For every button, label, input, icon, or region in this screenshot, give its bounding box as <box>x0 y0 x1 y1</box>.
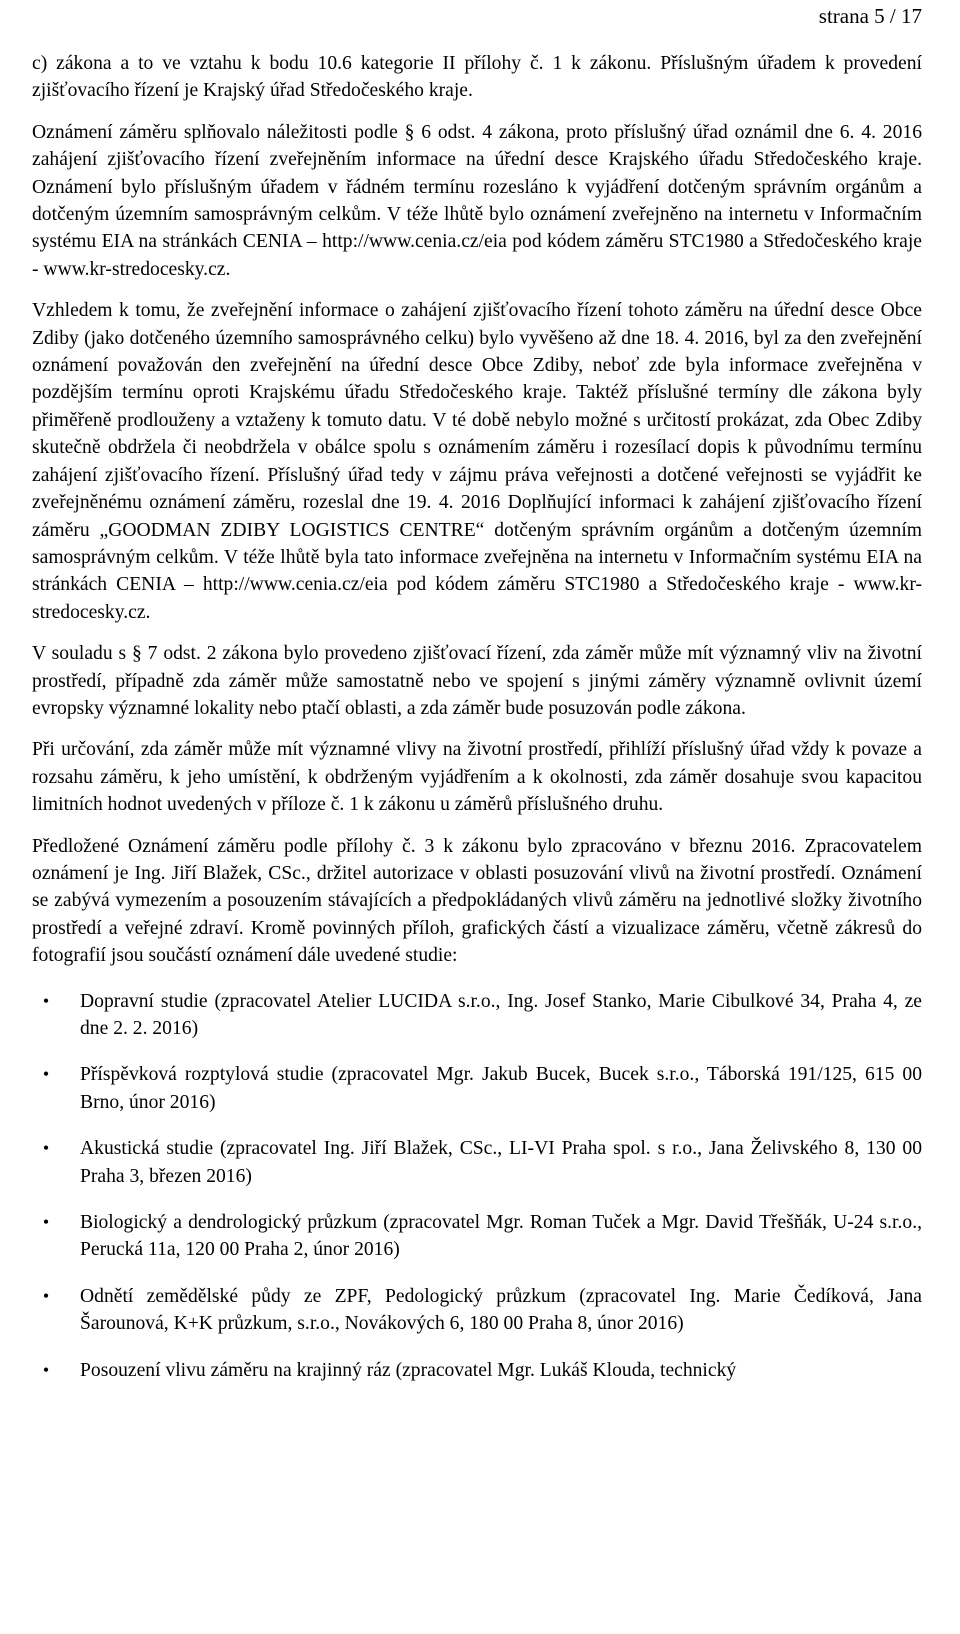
paragraph-1: c) zákona a to ve vztahu k bodu 10.6 kategorie II přílohy č. 1 k zákonu. Příslušným úřadem k provedení zjišťovacího řízení je Krajský úřad Středočeského kraje. <box>32 53 922 102</box>
list-item <box>32 1357 922 1384</box>
paragraph-5: Při určování, zda záměr může mít významné vlivy na životní prostředí, přihlíží příslušný úřad vždy k povaze a rozsahu záměru, k jeho umístění, k obdrženým vyjádřením a k okolnosti, zda záměr dosahuje svou kapacitou limitních hodnot uvedených v příloze č. 1 k zákonu u záměrů příslušného druhu. <box>32 739 922 816</box>
list-item-text: Odnětí zemědělské půdy ze ZPF, Pedologický průzkum (zpracovatel Ing. Marie Čedíková, Jana Šarounová, K+K průzkum, s.r.o., Novákových 6, 180 00 Praha 8, únor 2016) <box>80 1285 922 1335</box>
studies-list <box>32 988 922 1384</box>
bullet-icon: • <box>42 990 50 1011</box>
paragraph-3: Vzhledem k tomu, že zveřejnění informace o zahájení zjišťovacího řízení tohoto záměru na úřední desce Obce Zdiby (jako dotčeného územního samosprávného celku) bylo vyvěšeno až dne 18. 4. 2016, byl za den zveřejnění oznámení považován den zveřejnění na úřední desce Obce Zdiby, neboť zde byla informace zveřejněna v pozdějším termínu oproti Krajskému úřadu Středočeského kraje. Taktéž příslušné termíny dle zákona byly přiměřeně prodlouženy a vztaženy k tomuto datu. V té době nebylo možné s určitostí prokázat, zda Obec Zdiby skutečně obdržela či neobdržela v obálce spolu s oznámením záměru i rozesílací dopis k původnímu termínu zahájení zjišťovacího řízení. Příslušný úřad tedy v zájmu práva veřejnosti a dotčené veřejnosti se vyjádřit ke zveřejněnému oznámení záměru, rozeslal dne 19. 4. 2016 Doplňující informaci k zahájení zjišťovacího řízení záměru „GOODMAN ZDIBY LOGISTICS CENTRE“ dotčeným správním orgánům a dotčeným územním samosprávným celkům. V téže lhůtě byla tato informace zveřejněna na internetu v Informačním systému EIA na stránkách CENIA – http://www.cenia.cz/eia pod kódem záměru STC1980 a Středočeského kraje - www.kr-stredocesky.cz. <box>32 300 922 623</box>
bullet-icon: • <box>42 1212 50 1233</box>
list-item <box>32 1135 922 1190</box>
list-item <box>32 988 922 1043</box>
bullet-icon: • <box>42 1359 50 1380</box>
list-item <box>32 1209 922 1264</box>
page-number: strana 5 / 17 <box>818 4 922 28</box>
bullet-icon: • <box>42 1285 50 1306</box>
list-item <box>32 1061 922 1116</box>
list-item-text: Biologický a dendrologický průzkum (zpracovatel Mgr. Roman Tuček a Mgr. David Třešňák, U-24 s.r.o., Perucká 11a, 120 00 Praha 2, únor 2016) <box>80 1212 922 1261</box>
document-body <box>32 50 922 1403</box>
bullet-icon: • <box>42 1064 50 1085</box>
list-item <box>32 1283 922 1338</box>
list-item-text: Dopravní studie (zpracovatel Atelier LUCIDA s.r.o., Ing. Josef Stanko, Marie Cibulkové 34, Praha 4, ze dne 2. 2. 2016) <box>80 990 922 1039</box>
paragraph-4: V souladu s § 7 odst. 2 zákona bylo provedeno zjišťovací řízení, zda záměr může mít významný vliv na životní prostředí, případně zda záměr může samostatně nebo ve spojení s jinými záměry významně ovlivnit území evropsky významné lokality nebo ptačí oblasti, a zda záměr bude posuzován podle zákona. <box>32 643 922 719</box>
list-item-text: Příspěvková rozptylová studie (zpracovatel Mgr. Jakub Bucek, Bucek s.r.o., Táborská 191/125, 615 00 Brno, únor 2016) <box>80 1064 922 1113</box>
paragraph-2: Oznámení záměru splňovalo náležitosti podle § 6 odst. 4 zákona, proto příslušný úřad oznámil dne 6. 4. 2016 zahájení zjišťovacího řízení zveřejněním informace na úřední desce Krajského úřadu Středočeského kraje. Oznámení bylo příslušným úřadem v řádném termínu rozesláno k vyjádření dotčeným správním orgánům a dotčeným územním samosprávným celkům. V téže lhůtě bylo oznámení zveřejněno na internetu v Informačním systému EIA na stránkách CENIA – http://www.cenia.cz/eia pod kódem záměru STC1980 a Středočeského kraje - www.kr-stredocesky.cz. <box>32 121 922 280</box>
list-item-text: Akustická studie (zpracovatel Ing. Jiří Blažek, CSc., LI-VI Praha spol. s r.o., Jana Želivského 8, 130 00 Praha 3, březen 2016) <box>80 1138 922 1187</box>
paragraph-6: Předložené Oznámení záměru podle přílohy č. 3 k zákonu bylo zpracováno v březnu 2016. Zpracovatelem oznámení je Ing. Jiří Blažek, CSc., držitel autorizace v oblasti posuzování vlivů na životní prostředí. Oznámení se zabývá vymezením a posouzením stávajících a předpokládaných vlivů záměru na jednotlivé složky životního prostředí a veřejné zdraví. Kromě povinných příloh, grafických částí a vizualizace záměru, včetně zákresů do fotografií jsou součástí oznámení dále uvedené studie: <box>32 835 922 967</box>
bullet-icon: • <box>42 1138 50 1159</box>
list-item-text: Posouzení vlivu záměru na krajinný ráz (zpracovatel Mgr. Lukáš Klouda, technický <box>80 1359 737 1381</box>
